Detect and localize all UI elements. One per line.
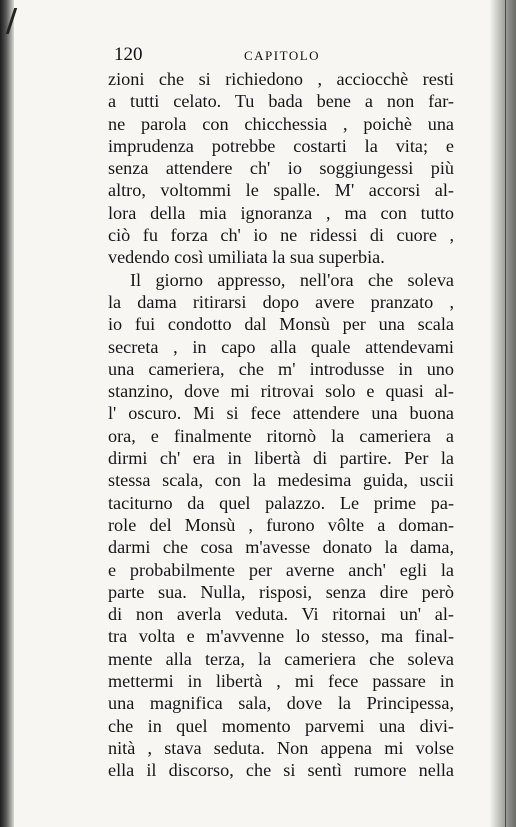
text-line: a tutti celato. Tu bada bene a non far- (108, 91, 454, 112)
text-line: l' oscuro. Mi si fece attendere una buona (108, 403, 454, 424)
page-gutter-shadow (0, 0, 14, 827)
page-number: 120 (114, 44, 143, 65)
text-line: ne parola con chicchessia , poichè una (108, 113, 454, 134)
text-line: la dama ritirarsi dopo avere pranzato , (108, 291, 454, 312)
text-line: mente alla terza, la cameriera che soleva (108, 648, 454, 669)
text-line: tra volta e m'avvenne lo stesso, ma final- (108, 626, 454, 647)
text-line: che in quel momento parvemi una divi- (108, 715, 454, 736)
text-line: dirmi ch' era in libertà di partire. Per la (108, 448, 454, 469)
paragraph (108, 269, 454, 782)
page-edge-shadow (490, 0, 516, 827)
text-line: io fui condotto dal Monsù per una scala (108, 314, 454, 335)
text-line: altro, voltommi le spalle. M' accorsi al- (108, 180, 454, 201)
text-line: imprudenza potrebbe costarti la vita; e (108, 135, 454, 156)
text-line: darmi che cosa m'avesse donato la dama, (108, 537, 454, 558)
text-line: senza attendere ch' io soggiungessi più (108, 158, 454, 179)
body-text (108, 68, 454, 782)
text-line: stanzino, dove mi ritrovai solo e quasi al- (108, 381, 454, 402)
text-line: ella il discorso, che si sentì rumore nella (108, 760, 454, 781)
page-edge-line (505, 0, 506, 827)
text-line: mettermi in libertà , mi fece passare in (108, 671, 454, 692)
text-line: nità , stava seduta. Non appena mi volse (108, 737, 454, 758)
text-line: una cameriera, che m' introdusse in uno (108, 358, 454, 379)
text-line: stessa scala, con la medesima guida, uscii (108, 470, 454, 491)
text-line: taciturno da quel palazzo. Le prime pa- (108, 492, 454, 513)
text-line: ciò fu forza ch' io ne ridessi di cuore , (108, 225, 454, 246)
text-line: e probabilmente per averne anch' egli la (108, 559, 454, 580)
text-line: ora, e finalmente ritornò la cameriera a (108, 425, 454, 446)
text-line: zioni che si richiedono , acciocchè resti (108, 69, 454, 89)
text-line: Il giorno appresso, nell'ora che soleva (130, 269, 454, 290)
text-line: una magnifica sala, dove la Principessa, (108, 693, 454, 714)
text-line: secreta , in capo alla quale attendevami (108, 336, 454, 357)
running-head: CAPITOLO (244, 48, 321, 63)
paragraph (108, 68, 454, 269)
text-line: parte sua. Nulla, risposi, senza dire però (108, 581, 454, 602)
text-line: di non averla veduta. Vi ritornai un' al- (108, 604, 454, 625)
page-header (114, 44, 454, 68)
text-line: lora della mia ignoranza , ma con tutto (108, 202, 454, 223)
text-line: role del Monsù , furono vôlte a doman- (108, 514, 454, 535)
text-line: vedendo così umiliata la sua superbia. (108, 247, 385, 268)
